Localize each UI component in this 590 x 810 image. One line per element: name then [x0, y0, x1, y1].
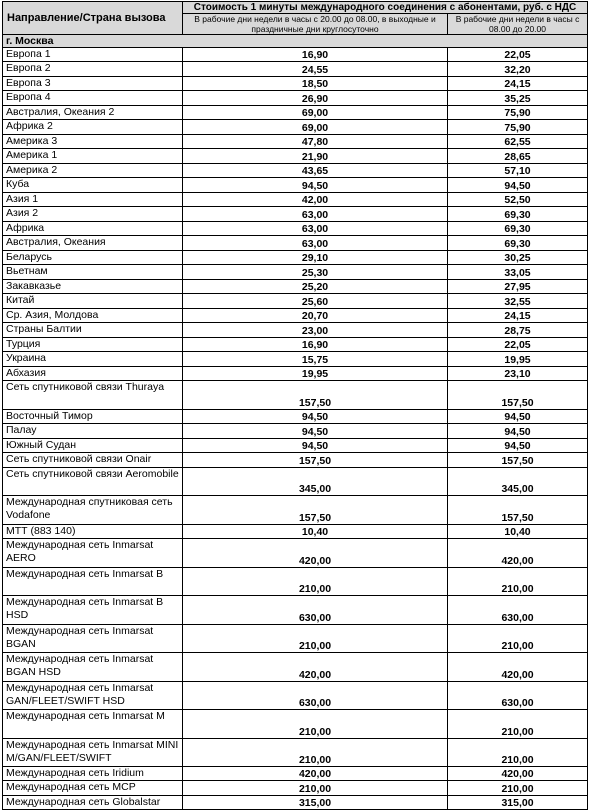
table-row: [3, 62, 588, 77]
direction-cell: Ср. Азия, Молдова: [3, 309, 183, 323]
peak-price-cell: 19,95: [448, 352, 588, 367]
direction-cell: Международная сеть Iridium: [3, 767, 183, 781]
peak-price-cell: 75,90: [448, 106, 588, 120]
direction-cell: Международная спутниковая сеть Vodafone: [3, 496, 183, 525]
table-row: [3, 439, 588, 453]
offpeak-price-cell: 21,90: [183, 149, 448, 164]
direction-cell: Азия 2: [3, 207, 183, 222]
direction-cell: Абхазия: [3, 367, 183, 381]
direction-cell: Международная сеть Inmarsat B: [3, 568, 183, 596]
offpeak-price-cell: 210,00: [183, 739, 448, 767]
offpeak-price-cell: 63,00: [183, 236, 448, 251]
direction-cell: Сеть спутниковой связи Onair: [3, 453, 183, 468]
peak-price-cell: 35,25: [448, 91, 588, 106]
direction-cell: Международная сеть Inmarsat AERO: [3, 539, 183, 568]
peak-price-cell: 157,50: [448, 496, 588, 525]
peak-price-cell: 22,05: [448, 48, 588, 62]
offpeak-price-cell: 63,00: [183, 222, 448, 236]
table-row: [3, 106, 588, 120]
group-label: г. Москва: [3, 35, 588, 48]
direction-cell: Украина: [3, 352, 183, 367]
offpeak-price-cell: 25,30: [183, 265, 448, 280]
peak-price-cell: 24,15: [448, 77, 588, 91]
direction-cell: Австралия, Океания 2: [3, 106, 183, 120]
direction-cell: Европа 3: [3, 77, 183, 91]
direction-cell: Куба: [3, 178, 183, 193]
tariff-table: [2, 1, 588, 810]
direction-cell: Международная сеть Inmarsat B HSD: [3, 596, 183, 625]
peak-price-cell: 32,55: [448, 294, 588, 309]
peak-price-cell: 75,90: [448, 120, 588, 135]
peak-price-cell: 210,00: [448, 568, 588, 596]
table-row: [3, 236, 588, 251]
peak-price-cell: 630,00: [448, 682, 588, 710]
direction-cell: Америка 1: [3, 149, 183, 164]
cost-header: Стоимость 1 минуты международного соединения с абонентами, руб. с НДС: [183, 2, 588, 14]
table-body: [3, 35, 588, 810]
peak-price-cell: 57,10: [448, 164, 588, 178]
peak-price-cell: 23,10: [448, 367, 588, 381]
offpeak-price-cell: 315,00: [183, 796, 448, 810]
offpeak-price-cell: 26,90: [183, 91, 448, 106]
direction-cell: Южный Судан: [3, 439, 183, 453]
offpeak-price-cell: 10,40: [183, 525, 448, 539]
offpeak-price-cell: 210,00: [183, 710, 448, 739]
peak-price-cell: 69,30: [448, 222, 588, 236]
direction-cell: Международная сеть Inmarsat M: [3, 710, 183, 739]
offpeak-price-cell: 16,90: [183, 338, 448, 352]
direction-cell: Сеть спутниковой связи Thuraya: [3, 381, 183, 410]
direction-cell: Азия 1: [3, 193, 183, 207]
table-row: [3, 91, 588, 106]
offpeak-price-cell: 94,50: [183, 439, 448, 453]
offpeak-price-cell: 630,00: [183, 596, 448, 625]
offpeak-price-cell: 420,00: [183, 767, 448, 781]
offpeak-price-cell: 157,50: [183, 381, 448, 410]
table-row: [3, 424, 588, 439]
table-row: [3, 453, 588, 468]
table-row: [3, 193, 588, 207]
peak-price-cell: 22,05: [448, 338, 588, 352]
offpeak-price-cell: 69,00: [183, 106, 448, 120]
direction-cell: Европа 1: [3, 48, 183, 62]
peak-price-cell: 94,50: [448, 410, 588, 424]
offpeak-price-cell: 43,65: [183, 164, 448, 178]
peak-price-cell: 94,50: [448, 439, 588, 453]
offpeak-price-cell: 420,00: [183, 539, 448, 568]
peak-price-cell: 94,50: [448, 424, 588, 439]
table-row: [3, 251, 588, 265]
offpeak-price-cell: 69,00: [183, 120, 448, 135]
table-row: [3, 77, 588, 91]
peak-price-cell: 210,00: [448, 710, 588, 739]
offpeak-price-cell: 29,10: [183, 251, 448, 265]
peak-price-cell: 210,00: [448, 781, 588, 796]
peak-price-cell: 420,00: [448, 767, 588, 781]
table-row: [3, 381, 588, 410]
direction-cell: Международная сеть Inmarsat MINI M/GAN/FLEET/SWIFT: [3, 739, 183, 767]
peak-price-cell: 62,55: [448, 135, 588, 149]
table-row: [3, 265, 588, 280]
peak-price-cell: 33,05: [448, 265, 588, 280]
table-row: [3, 323, 588, 338]
offpeak-price-cell: 15,75: [183, 352, 448, 367]
table-row: [3, 781, 588, 796]
offpeak-price-cell: 420,00: [183, 653, 448, 682]
peak-column-header: В рабочие дни недели в часы с 08.00 до 20.00: [448, 14, 588, 35]
peak-price-cell: 420,00: [448, 653, 588, 682]
offpeak-price-cell: 16,90: [183, 48, 448, 62]
offpeak-price-cell: 157,50: [183, 453, 448, 468]
peak-price-cell: 345,00: [448, 468, 588, 496]
table-row: [3, 625, 588, 653]
direction-cell: Международная сеть Inmarsat BGAN: [3, 625, 183, 653]
peak-price-cell: 210,00: [448, 625, 588, 653]
direction-cell: Европа 4: [3, 91, 183, 106]
offpeak-price-cell: 42,00: [183, 193, 448, 207]
offpeak-price-cell: 157,50: [183, 496, 448, 525]
direction-cell: Международная сеть Inmarsat GAN/FLEET/SWIFT HSD: [3, 682, 183, 710]
peak-price-cell: 52,50: [448, 193, 588, 207]
offpeak-price-cell: 94,50: [183, 424, 448, 439]
peak-price-cell: 69,30: [448, 207, 588, 222]
direction-cell: Закавказье: [3, 280, 183, 294]
direction-cell: Восточный Тимор: [3, 410, 183, 424]
table-row: [3, 767, 588, 781]
direction-cell: МТТ (883 140): [3, 525, 183, 539]
offpeak-price-cell: 210,00: [183, 781, 448, 796]
peak-price-cell: 24,15: [448, 309, 588, 323]
direction-cell: Китай: [3, 294, 183, 309]
table-row: [3, 710, 588, 739]
direction-cell: Австралия, Океания: [3, 236, 183, 251]
peak-price-cell: 630,00: [448, 596, 588, 625]
direction-cell: Африка: [3, 222, 183, 236]
offpeak-price-cell: 25,20: [183, 280, 448, 294]
direction-cell: Беларусь: [3, 251, 183, 265]
table-row: [3, 178, 588, 193]
table-row: [3, 653, 588, 682]
table-row: [3, 222, 588, 236]
table-row: [3, 568, 588, 596]
table-row: [3, 496, 588, 525]
offpeak-price-cell: 94,50: [183, 410, 448, 424]
offpeak-price-cell: 24,55: [183, 62, 448, 77]
direction-header: Направление/Страна вызова: [3, 2, 183, 35]
direction-cell: Международная сеть Inmarsat BGAN HSD: [3, 653, 183, 682]
group-row: [3, 35, 588, 48]
peak-price-cell: 32,20: [448, 62, 588, 77]
offpeak-column-header: В рабочие дни недели в часы с 20.00 до 08.00, в выходные и праздничные дни круглосуточно: [183, 14, 448, 35]
table-row: [3, 309, 588, 323]
peak-price-cell: 315,00: [448, 796, 588, 810]
offpeak-price-cell: 47,80: [183, 135, 448, 149]
table-row: [3, 410, 588, 424]
offpeak-price-cell: 25,60: [183, 294, 448, 309]
peak-price-cell: 210,00: [448, 739, 588, 767]
table-row: [3, 338, 588, 352]
peak-price-cell: 27,95: [448, 280, 588, 294]
offpeak-price-cell: 18,50: [183, 77, 448, 91]
table-row: [3, 596, 588, 625]
direction-cell: Палау: [3, 424, 183, 439]
table-row: [3, 280, 588, 294]
table-row: [3, 135, 588, 149]
offpeak-price-cell: 210,00: [183, 625, 448, 653]
offpeak-price-cell: 345,00: [183, 468, 448, 496]
direction-cell: Африка 2: [3, 120, 183, 135]
peak-price-cell: 28,75: [448, 323, 588, 338]
direction-cell: Вьетнам: [3, 265, 183, 280]
offpeak-price-cell: 63,00: [183, 207, 448, 222]
table-row: [3, 739, 588, 767]
direction-cell: Европа 2: [3, 62, 183, 77]
offpeak-price-cell: 210,00: [183, 568, 448, 596]
table-row: [3, 48, 588, 62]
table-row: [3, 367, 588, 381]
offpeak-price-cell: 630,00: [183, 682, 448, 710]
peak-price-cell: 10,40: [448, 525, 588, 539]
direction-cell: Америка 2: [3, 164, 183, 178]
offpeak-price-cell: 20,70: [183, 309, 448, 323]
peak-price-cell: 157,50: [448, 381, 588, 410]
table-row: [3, 207, 588, 222]
direction-cell: Международная сеть Globalstar: [3, 796, 183, 810]
table-row: [3, 352, 588, 367]
table-row: [3, 164, 588, 178]
direction-cell: Америка 3: [3, 135, 183, 149]
peak-price-cell: 69,30: [448, 236, 588, 251]
table-row: [3, 149, 588, 164]
direction-cell: Международная сеть МСР: [3, 781, 183, 796]
table-row: [3, 468, 588, 496]
direction-cell: Турция: [3, 338, 183, 352]
direction-cell: Страны Балтии: [3, 323, 183, 338]
peak-price-cell: 157,50: [448, 453, 588, 468]
table-row: [3, 525, 588, 539]
peak-price-cell: 30,25: [448, 251, 588, 265]
offpeak-price-cell: 94,50: [183, 178, 448, 193]
peak-price-cell: 420,00: [448, 539, 588, 568]
table-row: [3, 796, 588, 810]
table-row: [3, 682, 588, 710]
peak-price-cell: 94,50: [448, 178, 588, 193]
table-row: [3, 539, 588, 568]
offpeak-price-cell: 23,00: [183, 323, 448, 338]
direction-cell: Сеть спутниковой связи Aeromobile: [3, 468, 183, 496]
table-row: [3, 120, 588, 135]
peak-price-cell: 28,65: [448, 149, 588, 164]
table-row: [3, 294, 588, 309]
offpeak-price-cell: 19,95: [183, 367, 448, 381]
